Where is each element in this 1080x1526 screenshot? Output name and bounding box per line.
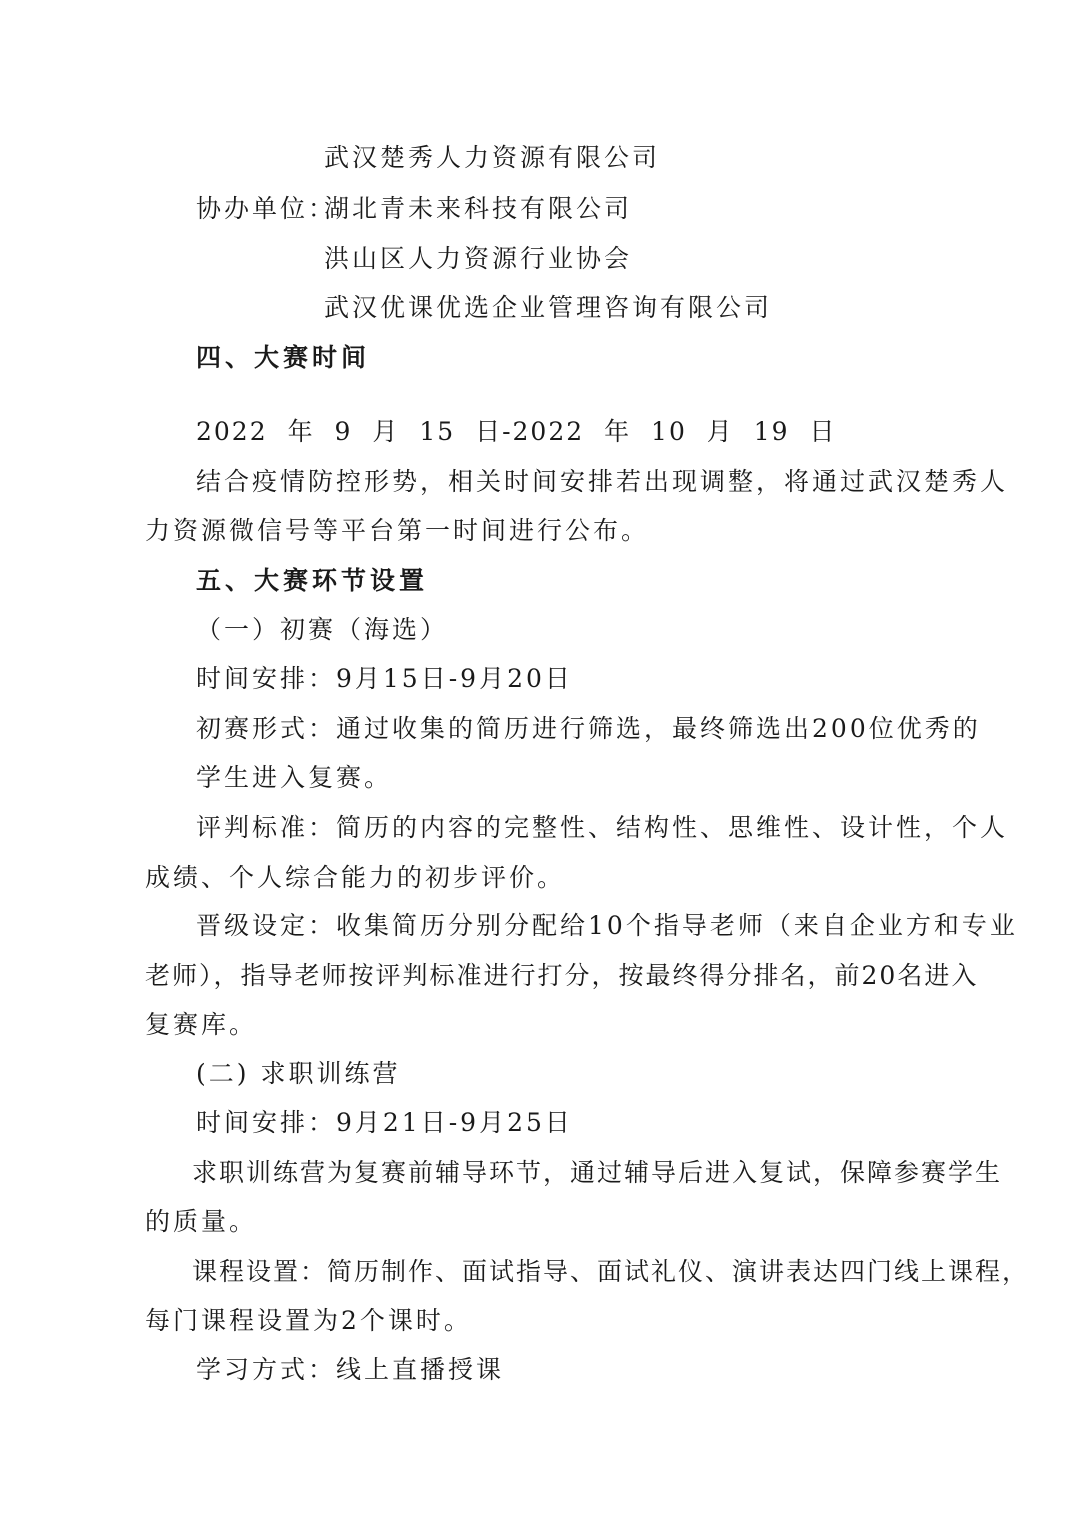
section-heading: 四、大赛时间 bbox=[196, 343, 371, 372]
co-organizer-item: 洪山区人力资源行业协会 bbox=[324, 244, 633, 273]
paragraph-line: 学生进入复赛。 bbox=[196, 763, 393, 792]
subsection-title: (二) 求职训练营 bbox=[196, 1059, 401, 1088]
schedule-line: 时间安排：9月15日-9月20日 bbox=[196, 664, 573, 693]
co-organizer-item: 武汉优课优选企业管理咨询有限公司 bbox=[324, 293, 773, 322]
section-heading: 五、大赛环节设置 bbox=[196, 566, 429, 595]
contest-date-range: 2022 年 9 月 15 日-2022 年 10 月 19 日 bbox=[196, 417, 837, 446]
organizer-continuation: 武汉楚秀人力资源有限公司 bbox=[324, 143, 661, 172]
paragraph-line: 成绩、个人综合能力的初步评价。 bbox=[145, 863, 566, 892]
paragraph-line: 初赛形式：通过收集的简历进行筛选，最终筛选出200位优秀的 bbox=[196, 714, 981, 743]
paragraph-line: 学习方式：线上直播授课 bbox=[196, 1355, 505, 1384]
paragraph-line: 复赛库。 bbox=[145, 1010, 258, 1039]
co-organizer-item: 湖北青未来科技有限公司 bbox=[324, 194, 633, 223]
paragraph-line: 老师），指导老师按评判标准进行打分，按最终得分排名，前20名进入 bbox=[145, 961, 979, 990]
co-organizer-label: 协办单位： bbox=[196, 194, 337, 223]
paragraph-line: 晋级设定：收集简历分别分配给10个指导老师（来自企业方和专业 bbox=[196, 911, 1018, 940]
paragraph-line: 求职训练营为复赛前辅导环节，通过辅导后进入复试，保障参赛学生 bbox=[192, 1158, 1003, 1187]
paragraph-line: 的质量。 bbox=[145, 1207, 258, 1236]
paragraph-line: 每门课程设置为2个课时。 bbox=[145, 1306, 472, 1335]
subsection-title: （一）初赛（海选） bbox=[196, 615, 449, 644]
paragraph-line: 课程设置：简历制作、面试指导、面试礼仪、演讲表达四门线上课程， bbox=[192, 1257, 1030, 1286]
paragraph-line: 结合疫情防控形势，相关时间安排若出现调整，将通过武汉楚秀人 bbox=[196, 467, 1009, 496]
schedule-line: 时间安排：9月21日-9月25日 bbox=[196, 1108, 573, 1137]
paragraph-line: 评判标准：简历的内容的完整性、结构性、思维性、设计性，个人 bbox=[196, 813, 1009, 842]
paragraph-line: 力资源微信号等平台第一时间进行公布。 bbox=[145, 516, 650, 545]
